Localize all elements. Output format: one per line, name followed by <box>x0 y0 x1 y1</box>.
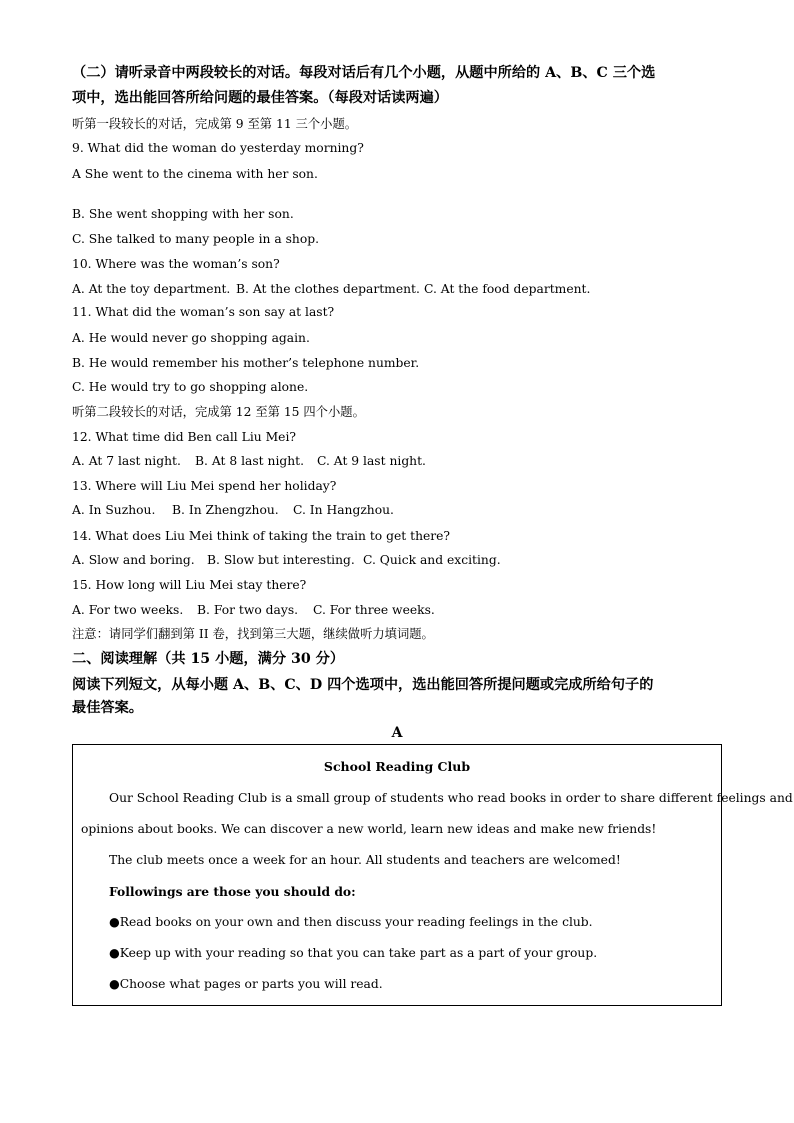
passage-bullet-1: ●Read books on your own and then discuss your reading feelings in the club. <box>109 915 593 929</box>
q13-options <box>72 502 394 518</box>
question-15: 15. How long will Liu Mei stay there? <box>72 578 307 592</box>
dialog1-intro: 听第一段较长的对话，完成第 9 至第 11 三个小题。 <box>72 117 358 131</box>
q13-option-a: A. In Suzhou. <box>72 503 156 517</box>
q10-option-a: A. At the toy department. <box>72 282 231 296</box>
q14-option-c: C. Quick and exciting. <box>363 553 501 567</box>
passage-title: School Reading Club <box>323 759 471 774</box>
passage-bullet-3: ●Choose what pages or parts you will read. <box>109 977 383 991</box>
q9-option-c: C. She talked to many people in a shop. <box>72 232 320 246</box>
q11-option-a: A. He would never go shopping again. <box>72 331 310 345</box>
q12-options <box>72 453 426 469</box>
q12-option-c: C. At 9 last night. <box>317 454 426 468</box>
passage-p2: The club meets once a week for an hour. All students and teachers are welcomed! <box>109 853 621 867</box>
q9-option-a: A She went to the cinema with her son. <box>72 167 318 181</box>
q15-option-a: A. For two weeks. <box>72 603 184 617</box>
section2-heading-line1: （二）请听录音中两段较长的对话。每段对话后有几个小题，从题中所给的 A、B、C 三个选 <box>72 65 656 81</box>
q15-options <box>72 602 435 618</box>
question-12: 12. What time did Ben call Liu Mei? <box>72 430 296 444</box>
q14-option-a: A. Slow and boring. <box>72 553 195 567</box>
part2-heading: 二、阅读理解（共 15 小题，满分 30 分） <box>72 651 345 667</box>
question-14: 14. What does Liu Mei think of taking the train to get there? <box>72 529 451 543</box>
q13-option-b: B. In Zhengzhou. <box>172 503 279 517</box>
q10-options <box>72 281 590 297</box>
q13-option-c: C. In Hangzhou. <box>293 503 394 517</box>
dialog2-intro: 听第二段较长的对话，完成第 12 至第 15 四个小题。 <box>72 405 365 419</box>
passage-box <box>72 744 793 1006</box>
q11-option-b: B. He would remember his mother’s telephone number. <box>72 356 420 370</box>
part2-instruction-line1: 阅读下列短文，从每小题 A、B、C、D 四个选项中，选出能回答所提问题或完成所给句子的 <box>72 677 654 693</box>
question-10: 10. Where was the woman’s son? <box>72 257 280 271</box>
section2-heading-line2: 项中，选出能回答所给问题的最佳答案。（每段对话读两遍） <box>72 90 448 106</box>
question-9: 9. What did the woman do yesterday morning? <box>72 141 364 155</box>
q14-options <box>72 552 501 568</box>
passage-label: A <box>391 725 403 741</box>
question-11: 11. What did the woman’s son say at last? <box>72 305 335 319</box>
q11-option-c: C. He would try to go shopping alone. <box>72 380 309 394</box>
listening-note: 注意：请同学们翻到第 II 卷，找到第三大题，继续做听力填词题。 <box>72 627 434 641</box>
q15-option-c: C. For three weeks. <box>313 603 435 617</box>
passage-p1-line1: Our School Reading Club is a small group of students who read books in order to share different feelings and <box>109 791 793 805</box>
q12-option-a: A. At 7 last night. <box>72 454 181 468</box>
passage-bullet-2: ●Keep up with your reading so that you can take part as a part of your group. <box>109 946 598 960</box>
q14-option-b: B. Slow but interesting. <box>207 553 355 567</box>
passage-subheading: Followings are those you should do: <box>109 884 356 899</box>
part2-instruction-line2: 最佳答案。 <box>72 700 143 716</box>
question-13: 13. Where will Liu Mei spend her holiday? <box>72 479 337 493</box>
q12-option-b: B. At 8 last night. <box>195 454 305 468</box>
passage-p1-line2: opinions about books. We can discover a new world, learn new ideas and make new friends! <box>81 822 657 836</box>
q10-option-b: B. At the clothes department. <box>236 282 420 296</box>
q9-option-b: B. She went shopping with her son. <box>72 207 294 221</box>
q10-option-c: C. At the food department. <box>424 282 591 296</box>
q15-option-b: B. For two days. <box>197 603 299 617</box>
